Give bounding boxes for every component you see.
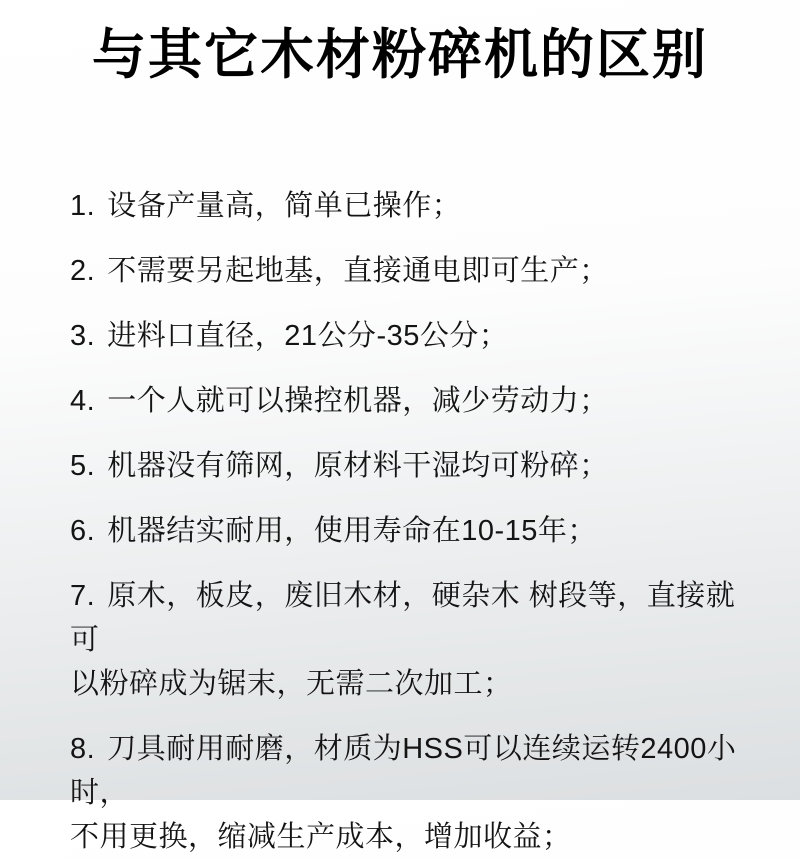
item-line: [70, 574, 750, 662]
item-text-line1: 原木，板皮，废旧木材，硬杂木 树段等，直接就可: [70, 580, 736, 656]
item-line: [70, 509, 750, 553]
item-text-line1: 刀具耐用耐磨，材质为HSS可以连续运转2400小时，: [70, 733, 737, 809]
item-number: 7.: [70, 580, 96, 612]
list-item: [70, 184, 750, 228]
item-line: [70, 379, 750, 423]
list-item: [70, 444, 750, 488]
item-text-line1: 不需要另起地基，直接通电即可生产；: [107, 255, 609, 287]
item-text-line2: 以粉碎成为锯末，无需二次加工；: [70, 668, 513, 700]
item-text-line1: 机器没有筛网，原材料干湿均可粉碎；: [107, 450, 609, 482]
page-title: 与其它木材粉碎机的区别: [92, 25, 708, 85]
item-number: 6.: [70, 515, 96, 547]
item-line: [70, 184, 750, 228]
item-number: 8.: [70, 733, 96, 765]
item-line: [70, 314, 750, 358]
item-number: 3.: [70, 320, 96, 352]
item-text-line1: 设备产量高，简单已操作；: [107, 190, 462, 222]
item-number: 1.: [70, 190, 96, 222]
list-item: [70, 314, 750, 358]
item-number: 5.: [70, 450, 96, 482]
item-line: [70, 727, 750, 815]
list-item: [70, 379, 750, 423]
item-text-line2: 不用更换，缩减生产成本，增加收益；: [70, 821, 572, 853]
item-text-line1: 机器结实耐用，使用寿命在10-15年；: [107, 515, 597, 547]
item-line: [70, 249, 750, 293]
item-line: [70, 444, 750, 488]
list-item: [70, 574, 750, 706]
item-number: 4.: [70, 385, 96, 417]
list-item: [70, 509, 750, 553]
item-text-line1: 一个人就可以操控机器，减少劳动力；: [107, 385, 609, 417]
list-item: [70, 727, 750, 859]
item-text-line1: 进料口直径，21公分-35公分；: [107, 320, 509, 352]
feature-list: [70, 184, 750, 859]
item-number: 2.: [70, 255, 96, 287]
list-item: [70, 249, 750, 293]
